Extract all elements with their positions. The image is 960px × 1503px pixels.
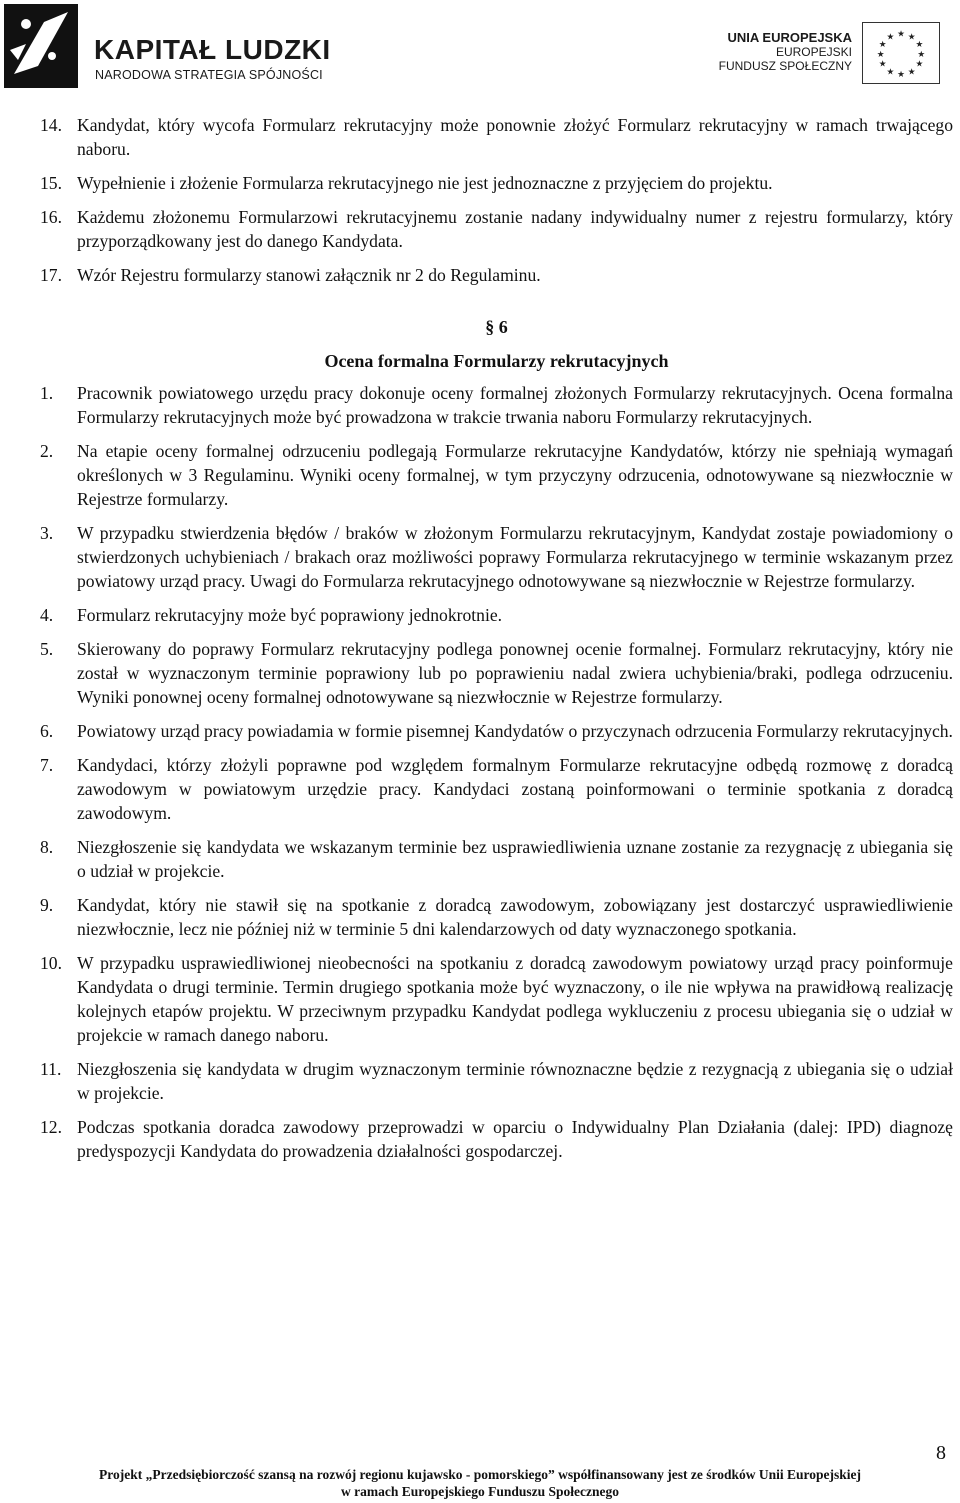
item-number: 11. <box>40 1059 62 1079</box>
item-number: 9. <box>40 895 54 915</box>
kapital-ludzki-logo-icon <box>4 4 78 88</box>
list-item <box>40 521 953 593</box>
svg-text:★: ★ <box>897 70 905 81</box>
item-text: Wypełnienie i złożenie Formularza rekrutacyjnego nie jest jednoznaczne z przyjęciem do projektu. <box>77 173 773 193</box>
svg-text:★: ★ <box>878 59 887 70</box>
svg-text:★: ★ <box>907 67 916 78</box>
eu-line-3: FUNDUSZ SPOŁECZNY <box>718 59 852 73</box>
list-item <box>40 719 953 743</box>
footer-line-2: w ramach Europejskiego Funduszu Społecznego <box>340 1484 620 1499</box>
item-number: 12. <box>40 1117 62 1137</box>
eu-line-1: UNIA EUROPEJSKA <box>727 30 852 45</box>
paragraph-sign-icon: § <box>485 317 495 337</box>
list-item <box>40 113 953 161</box>
item-number: 6. <box>40 721 54 741</box>
eu-flag-icon <box>862 22 940 84</box>
item-text: W przypadku usprawiedliwionej nieobecności na spotkaniu z doradcą zawodowym powiatowy urząd pracy poinformuje Kandydata o drugi terminie. Termin drugiego spotkania może być wyznaczony, o ile nie wpływa na prawidłową realizację kolejnych etapów projektu. W przeciwnym przypadku Kandydat podlega wykluczeniu z procesu ubiegania się o udział w projekcie w ramach danego naboru. <box>77 953 953 1045</box>
item-text: Podczas spotkania doradca zawodowy przeprowadzi w oparciu o Indywidualny Plan Działania (dalej: IPD) diagnozę predyspozycji Kandydata do prowadzenia działalności gospodarczej. <box>77 1117 953 1161</box>
list-item <box>40 835 953 883</box>
item-number: 1. <box>40 383 54 403</box>
svg-text:★: ★ <box>876 49 885 60</box>
svg-text:★: ★ <box>878 40 887 51</box>
svg-text:★: ★ <box>886 67 895 78</box>
item-text: Skierowany do poprawy Formularz rekrutacyjny podlega ponownej ocenie formalnej. Formularz rekrutacyjny, który nie został w wyznaczonym terminie poprawiony lub po poprawieniu nadal zwiera uchybienia/braki, podlega odrzuceniu. Wyniki ponownej oceny formalnej odnotowywane są niezwłocznie w Rejestrze formularzy. <box>77 639 953 707</box>
item-text: Kandydaci, którzy złożyli poprawne pod względem formalnym Formularze rekrutacyjne odbędą rozmowę z doradcą zawodowym w powiatowym urzędzie pracy. Kandydaci zostaną poinformowani o terminie spotkania z doradcą zawodowym. <box>77 755 953 823</box>
kapital-ludzki-subtitle: NARODOWA STRATEGIA SPÓJNOŚCI <box>95 68 323 82</box>
item-text: Wzór Rejestru formularzy stanowi załącznik nr 2 do Regulaminu. <box>77 265 541 285</box>
list-item <box>40 753 953 825</box>
footer-line-1: Projekt „Przedsiębiorczość szansą na rozwój regionu kujawsko - pomorskiego” współfinansowany jest ze środków Unii Europejskiej <box>98 1467 861 1482</box>
svg-text:★: ★ <box>907 32 916 43</box>
list-item <box>40 637 953 709</box>
svg-text:★: ★ <box>915 59 924 70</box>
svg-text:★: ★ <box>917 49 926 60</box>
list-item <box>40 381 953 429</box>
list-item <box>40 205 953 253</box>
page-number: 8 <box>936 1442 946 1464</box>
page-header <box>0 0 960 95</box>
list-item <box>40 893 953 941</box>
section-title: Ocena formalna Formularzy rekrutacyjnych <box>324 351 669 371</box>
item-text: Formularz rekrutacyjny może być poprawiony jednokrotnie. <box>77 605 503 625</box>
item-text: W przypadku stwierdzenia błędów / braków w złożonym Formularzu rekrutacyjnym, Kandydat zostaje powiadomiony o stwierdzonych uchybieniach / brakach oraz możliwości poprawy Formularza rekrutacyjnego w terminie wskazanym przez powiatowy urząd pracy. Uwagi do Formularza rekrutacyjnego odnotowywane są niezwłocznie w Rejestrze formularzy. <box>77 523 953 591</box>
item-number: 2. <box>40 441 54 461</box>
list-item <box>40 263 953 287</box>
svg-text:★: ★ <box>915 40 924 51</box>
item-number: 14. <box>40 115 62 135</box>
list-items-top <box>40 113 953 287</box>
svg-text:★: ★ <box>886 32 895 43</box>
list-item <box>40 439 953 511</box>
document-body <box>40 113 953 1173</box>
list-item <box>40 603 953 627</box>
item-text: Kandydat, który wycofa Formularz rekrutacyjny może ponownie złożyć Formularz rekrutacyjny w ramach trwającego naboru. <box>77 115 953 159</box>
section-mark: § 6 <box>485 317 508 337</box>
list-item <box>40 1057 953 1105</box>
item-number: 3. <box>40 523 54 543</box>
item-number: 5. <box>40 639 54 659</box>
list-items-section <box>40 381 953 1163</box>
item-number: 15. <box>40 173 62 193</box>
svg-text:★: ★ <box>897 29 905 40</box>
page-footer <box>0 1466 960 1500</box>
eu-label <box>719 30 852 73</box>
item-text: Niezgłoszenia się kandydata w drugim wyznaczonym terminie równoznaczne będzie z rezygnacją z ubiegania się o udział w projekcie. <box>77 1059 953 1103</box>
item-text: Niezgłoszenie się kandydata we wskazanym terminie bez usprawiedliwienia uznane zostanie za rezygnację z ubiegania się o udział w projekcie. <box>77 837 953 881</box>
item-number: 7. <box>40 755 54 775</box>
item-number: 17. <box>40 265 62 285</box>
item-text: Kandydat, który nie stawił się na spotkanie z doradcą zawodowym, zobowiązany jest dostarczyć usprawiedliwienie niezwłocznie, lecz nie później niż w terminie 5 dni kalendarzowych od daty wyznaczonego spotkania. <box>77 895 953 939</box>
eu-line-2: EUROPEJSKI <box>775 45 852 59</box>
item-text: Powiatowy urząd pracy powiadamia w formie pisemnej Kandydatów o przyczynach odrzucenia Formularzy rekrutacyjnych. <box>77 721 953 741</box>
list-item <box>40 1115 953 1163</box>
list-item <box>40 951 953 1047</box>
item-text: Każdemu złożonemu Formularzowi rekrutacyjnemu zostanie nadany indywidualny numer z rejestru formularzy, który przyporządkowany jest do danego Kandydata. <box>77 207 953 251</box>
item-number: 16. <box>40 207 62 227</box>
list-item <box>40 171 953 195</box>
item-text: Pracownik powiatowego urzędu pracy dokonuje oceny formalnej złożonych Formularzy rekrutacyjnych. Ocena formalna Formularzy rekrutacyjnych może być prowadzona w trakcie trwania naboru Formularzy rekrutacyjnych. <box>77 383 953 427</box>
item-number: 8. <box>40 837 54 857</box>
kapital-ludzki-title: KAPITAŁ LUDZKI <box>94 34 331 65</box>
item-number: 10. <box>40 953 62 973</box>
item-number: 4. <box>40 605 54 625</box>
item-text: Na etapie oceny formalnej odrzuceniu podlegają Formularze rekrutacyjne Kandydatów, którzy nie spełniają wymagań określonych w 3 Regulaminu. Wyniki oceny formalnej, w tym przyczyny odrzucenia, odnotowywane są niezwłocznie w Rejestrze formularzy. <box>77 441 953 509</box>
